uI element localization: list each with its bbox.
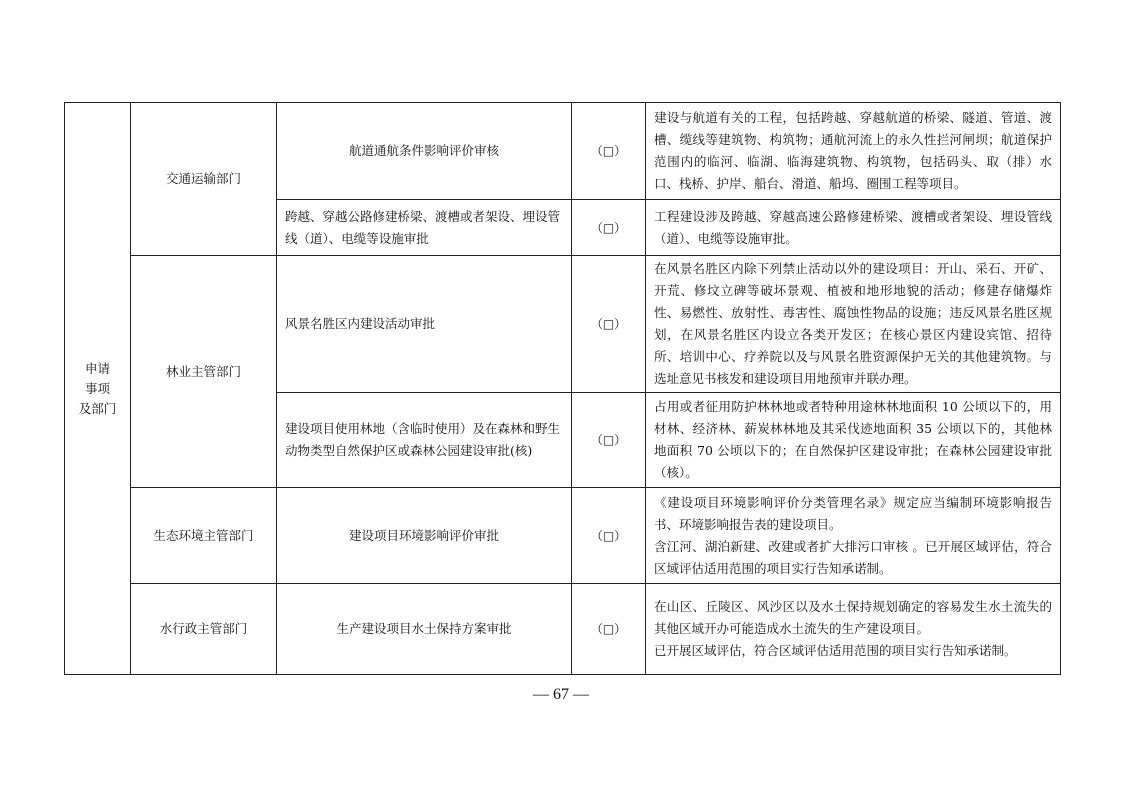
item-cell: 生产建设项目水土保持方案审批 (277, 584, 572, 675)
description-cell (646, 488, 1061, 584)
department-cell: 水行政主管部门 (131, 584, 277, 675)
item-cell: 建设项目使用林地（含临时使用）及在森林和野生动物类型自然保护区或森林公园建设审批(核) (277, 393, 572, 488)
table-row (65, 584, 1061, 675)
description-paragraph: 在风景名胜区内除下列禁止活动以外的建设项目：开山、采石、开矿、开荒、修坟立碑等破坏景观、植被和地形地貌的活动；修建存储爆炸性、易燃性、放射性、毒害性、腐蚀性物品的设施；违反风景名胜区规划，在风景名胜区内设立各类开发区；在核心景区内建设宾馆、招待所、培训中心、疗养院以及与风景名胜资源保护无关的其他建筑物。与选址意见书核发和建设项目用地预审并联办理。 (654, 261, 1052, 386)
mark-cell: （□） (572, 393, 646, 488)
mark-cell: （□） (572, 488, 646, 584)
approval-items-table (64, 102, 1061, 675)
department-cell: 交通运输部门 (131, 103, 277, 256)
mark-cell: （□） (572, 103, 646, 200)
mark-cell: （□） (572, 584, 646, 675)
mark-cell: （□） (572, 256, 646, 393)
description-cell (646, 200, 1061, 256)
item-cell: 航道通航条件影响评价审核 (277, 103, 572, 200)
department-cell: 生态环境主管部门 (131, 488, 277, 584)
description-paragraph: 占用或者征用防护林林地或者特种用途林林地面积 10 公顷以下的，用材林、经济林、薪炭林林地及其采伐迹地面积 35 公顷以下的，其他林地面积 70 公顷以下的；在自然保护区建设审批；在森林公园建设审批（核）。 (654, 399, 1052, 480)
description-cell (646, 256, 1061, 393)
page-number: — 67 — (533, 686, 589, 703)
item-cell: 风景名胜区内建设活动审批 (277, 256, 572, 393)
description-paragraph: 在山区、丘陵区、风沙区以及水土保持规划确定的容易发生水土流失的其他区域开办可能造成水土流失的生产建设项目。 (654, 599, 1052, 636)
description-paragraph: 建设与航道有关的工程，包括跨越、穿越航道的桥梁、隧道、管道、渡槽、缆线等建筑物、构筑物；通航河流上的永久性拦河闸坝；航道保护范围内的临河、临湖、临海建筑物、构筑物，包括码头、取（排）水口、栈桥、护岸、船台、滑道、船坞、圈围工程等项目。 (654, 110, 1052, 191)
category-label: 申请 事项 及部门 (78, 360, 117, 416)
description-paragraph: 《建设项目环境影响评价分类管理名录》规定应当编制环境影响报告书、环境影响报告表的建设项目。 (654, 494, 1052, 532)
description-cell (646, 103, 1061, 200)
table-row (65, 103, 1061, 200)
description-paragraph: 工程建设涉及跨越、穿越高速公路修建桥梁、渡槽或者架设、埋设管线（道）、电缆等设施审批。 (654, 208, 1052, 246)
table-row (65, 488, 1061, 584)
description-cell (646, 393, 1061, 488)
description-cell (646, 584, 1061, 675)
table-row (65, 256, 1061, 393)
description-paragraph: 已开展区域评估，符合区域评估适用范围的项目实行告知承诺制。 (654, 643, 1017, 658)
department-cell: 林业主管部门 (131, 256, 277, 488)
description-paragraph: 含江河、湖泊新建、改建或者扩大排污口审核 。已开展区域评估，符合区域评估适用范围的项目实行告知承诺制。 (654, 538, 1052, 576)
category-cell (65, 103, 131, 675)
item-cell: 跨越、穿越公路修建桥梁、渡槽或者架设、埋设管线（道）、电缆等设施审批 (277, 200, 572, 256)
item-cell: 建设项目环境影响评价审批 (277, 488, 572, 584)
mark-cell: （□） (572, 200, 646, 256)
